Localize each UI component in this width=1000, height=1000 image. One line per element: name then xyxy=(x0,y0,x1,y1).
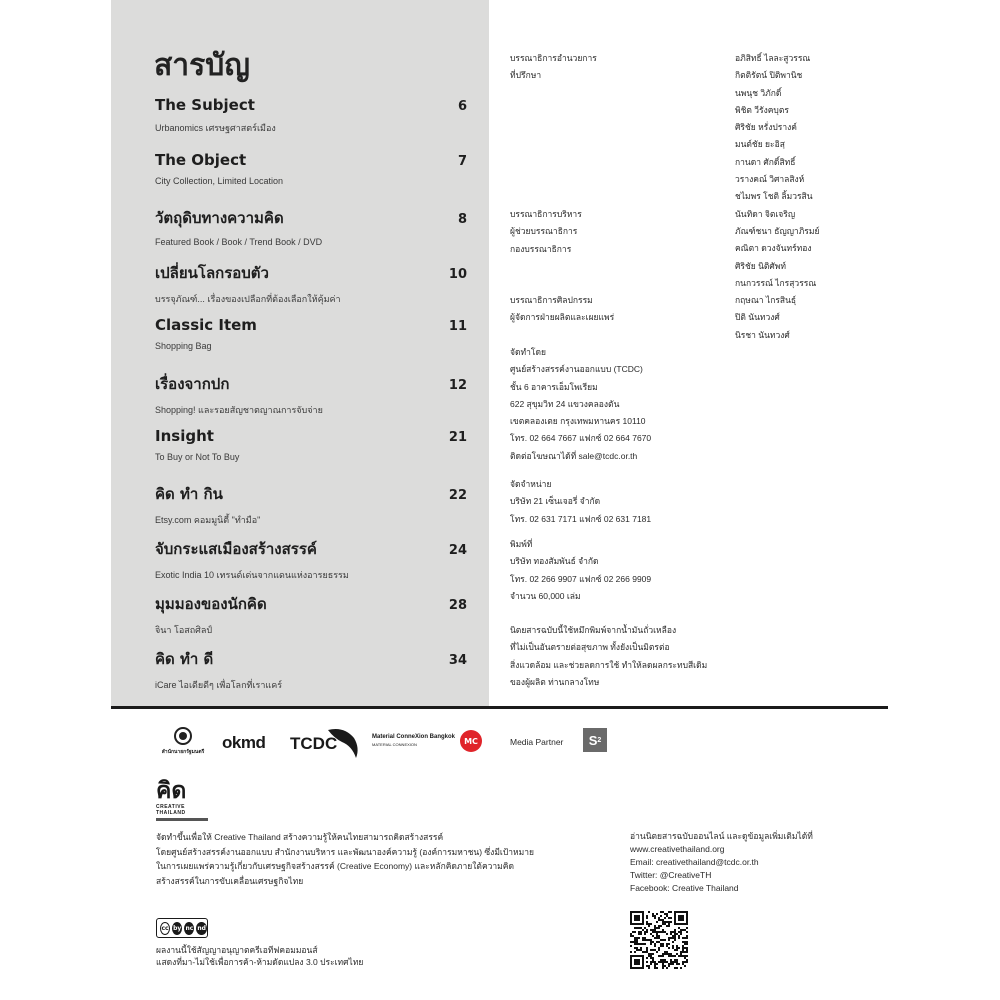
toc-item-page: 8 xyxy=(457,212,467,227)
online-info: อ่านนิตยสารฉบับออนไลน์ และดูข้อมูลเพิ่มเติมได้ที่ www.creativethailand.org Email: creativethailand@tcdc.or.th Twitter: @CreativeTH Facebook: Creative Thailand xyxy=(630,831,813,893)
toc-item[interactable] xyxy=(155,151,467,186)
printer-block: พิมพ์ที่ บริษัท ทองสัมพันธ์ จำกัด โทร. 02 266 9907 แฟกซ์ 02 266 9909 จำนวน 60,000 เล่ม xyxy=(510,539,652,601)
cc-nd-icon: nd xyxy=(196,922,207,935)
toc-item-subtitle: Shopping Bag xyxy=(155,341,212,351)
toc-item[interactable] xyxy=(155,316,467,351)
toc-item-page: 12 xyxy=(448,378,467,393)
toc-item-subtitle: Etsy.com คอมมูนิตี้ "ทำมือ" xyxy=(155,515,261,525)
credits-roles-1: บรรณาธิการอำนวยการ ที่ปรึกษา xyxy=(510,53,597,81)
government-emblem-logo: สำนักนายกรัฐมนตรี xyxy=(156,722,210,760)
creative-thailand-logo: คิด CREATIVE THAILAND xyxy=(156,774,212,824)
toc-item-subtitle: Shopping! และรอยสัญชาตญาณการจับจ่าย xyxy=(155,405,323,415)
toc-item[interactable] xyxy=(155,482,467,527)
license-note: ผลงานนี้ใช้สัญญาอนุญาตครีเอทีฟคอมมอนส์ แสดงที่มา-ไม่ใช้เพื่อการค้า-ห้ามดัดแปลง 3.0 ประเทศไทย xyxy=(156,945,364,967)
toc-item-title: วัตถุดิบทางความคิด xyxy=(155,209,284,227)
media-partner-label: Media Partner xyxy=(510,737,564,747)
credit-name: กฤษณา ไกรสินธุ์ xyxy=(735,295,797,306)
credit-name: ภัณฑ์ชนา ธัญญาภิรมย์ xyxy=(735,225,820,236)
divider xyxy=(111,706,888,709)
toc-item-title: คิด ทำ กิน xyxy=(155,485,223,503)
toc-item[interactable] xyxy=(155,206,467,247)
toc-item-title: Insight xyxy=(155,427,214,445)
toc-item-subtitle: iCare ไอเดียดีๆ เพื่อโลกที่เราแคร์ xyxy=(155,680,283,690)
toc-item-title: มุมมองของนักคิด xyxy=(155,595,267,613)
toc-item-title: The Subject xyxy=(155,96,255,114)
toc-item-title: เรื่องจากปก xyxy=(155,375,230,393)
toc-item-title: เปลี่ยนโลกรอบตัว xyxy=(155,264,269,282)
toc-item-page: 34 xyxy=(448,653,467,668)
toc-item-subtitle: จินา โอสถศิลป์ xyxy=(155,625,213,635)
toc-item-title: Classic Item xyxy=(155,316,257,334)
credits-roles-2: บรรณาธิการบริหาร ผู้ช่วยบรรณาธิการ กองบรรณาธิการ xyxy=(510,209,582,254)
toc-item-subtitle: บรรจุภัณฑ์... เรื่องของเปลือกที่ต้องเลือกให้คุ้มค่า xyxy=(155,294,341,304)
credit-name: กานดา ศักดิ์สิทธิ์ xyxy=(735,156,796,167)
okmd-logo: okmd xyxy=(222,733,266,752)
credit-name: อภิสิทธิ์ ไลละสูวรรณ xyxy=(735,53,811,63)
tcdc-swoosh-icon xyxy=(326,724,360,760)
toc-item-title: จับกระแสเมืองสร้างสรรค์ xyxy=(155,540,317,558)
toc-item-page: 7 xyxy=(457,154,467,169)
toc-item-subtitle: To Buy or Not To Buy xyxy=(155,452,240,462)
toc-item-page: 22 xyxy=(448,488,467,503)
toc-item[interactable] xyxy=(155,96,467,135)
qr-code-icon[interactable] xyxy=(630,910,688,970)
credit-name: กิตติรัตน์ ปิติพานิช xyxy=(735,70,803,81)
material-connexion-logo: Material ConneXion Bangkok MATERIAL CONNEXION MC xyxy=(372,726,490,756)
about-paragraph: จัดทำขึ้นเพื่อให้ Creative Thailand สร้างความรู้ให้คนไทยสามารถคิดสร้างสรรค์ โดยศูนย์สร้างสรรค์งานออกแบบ สำนักงานบริหาร และพัฒนาองค์ความรู้ (องค์การมหาชน) ซึ่งมีเป้าหมาย ในการเผยแพร่ความรู้เกี่ยวกับเศรษฐกิจสร้างสรรค์ (Creative Economy) และหลักคิดภายใต้ความคิด สร้างสรรค์ในการขับเคลื่อนเศรษฐกิจไทย xyxy=(156,832,534,886)
toc-item-page: 10 xyxy=(448,267,467,282)
credit-name: ศิริชัย นิติศัพท์ xyxy=(735,260,787,271)
credit-name: วรางคณ์ วิศาลสิงห์ xyxy=(735,174,805,185)
toc-item-subtitle: Urbanomics เศรษฐศาสตร์เมือง xyxy=(155,123,276,133)
emblem-icon xyxy=(174,727,192,745)
disclaimer-block: นิตยสารฉบับนี้ใช้หมึกพิมพ์จากน้ำมันถั่วเหลือง ที่ไม่เป็นอันตรายต่อสุขภาพ ทั้งยังเป็นมิตรต่อ สิ่งแวดล้อม และช่วยลดการใช้ ทำให้ลดผลกระทบสีเดิม ของผู้ผลิต ท่านกลางโทษ xyxy=(510,625,708,687)
toc-item-page: 21 xyxy=(448,430,467,445)
toc-item-subtitle: Featured Book / Book / Trend Book / DVD xyxy=(155,237,323,247)
credit-name: นันทิดา จิตเจริญ xyxy=(735,208,796,219)
toc-item-page: 11 xyxy=(448,319,467,334)
toc-item-page: 6 xyxy=(457,99,467,114)
mc-badge-icon: MC xyxy=(460,730,482,752)
toc-item[interactable] xyxy=(155,261,467,306)
toc-item[interactable] xyxy=(155,647,467,692)
publisher-block: จัดทำโดย ศูนย์สร้างสรรค์งานออกแบบ (TCDC) ชั้น 6 อาคารเอ็มโพเรียม 622 สุขุมวิท 24 แขวงคลองตัน เขตคลองเตย กรุงเทพมหานคร 10110 โทร. 02 664 7667 แฟกซ์ 02 664 7670 ติดต่อโฆษณาได้ที่ sale@tcdc.or.th xyxy=(510,347,652,461)
credit-name: ชไมพร โชติ ลิ้มวรสิน xyxy=(735,191,813,202)
toc-item-title: คิด ทำ ดี xyxy=(155,650,214,668)
toc-item-subtitle: City Collection, Limited Location xyxy=(155,176,284,186)
cc-by-icon: by xyxy=(172,922,182,935)
credits-roles-3: บรรณาธิการศิลปกรรม ผู้จัดการฝ่ายผลิตและเผยแพร่ xyxy=(510,295,615,323)
credit-name: มนต์ชัย ยะอิสฺ xyxy=(735,139,785,150)
credit-name: คณิตา ดวงจันทร์ทอง xyxy=(735,243,812,254)
toc-item-page: 28 xyxy=(448,598,467,613)
toc-item[interactable] xyxy=(155,592,467,637)
credit-name: พิชิต วีรังคบุตร xyxy=(735,104,789,115)
toc-title: สารบัญ xyxy=(154,48,250,83)
cc-nc-icon: nc xyxy=(184,922,194,935)
toc-item-title: The Object xyxy=(155,151,247,169)
cc-icon: cc xyxy=(160,922,170,935)
tcdc-logo: TCDC xyxy=(290,722,360,760)
toc-item[interactable] xyxy=(155,537,467,582)
toc-item-subtitle: Exotic India 10 เทรนด์เด่นจากแดนแห่งอารยธรรม xyxy=(155,570,349,580)
creative-commons-badge xyxy=(156,918,208,938)
toc-item[interactable] xyxy=(155,427,467,462)
s2-logo: S 2 xyxy=(583,728,607,752)
credit-name: ปิติ นันทวงศ์ xyxy=(735,312,780,323)
distributor-block: จัดจำหน่าย บริษัท 21 เซ็นเจอรี่ จำกัด โทร. 02 631 7171 แฟกซ์ 02 631 7181 xyxy=(510,479,652,524)
credit-name: ศิริชัย หรั่งปรางค์ xyxy=(735,122,797,133)
credit-name: นิรชา นันทวงศ์ xyxy=(735,329,790,340)
credit-name: นพนุช วิภักดิ์ xyxy=(735,87,782,98)
toc-item-page: 24 xyxy=(448,543,467,558)
credits-names-1 xyxy=(735,50,819,344)
credit-name: กนกวรรณ์ ไกรสุวรรณ xyxy=(735,277,817,288)
toc-item[interactable] xyxy=(155,372,467,417)
